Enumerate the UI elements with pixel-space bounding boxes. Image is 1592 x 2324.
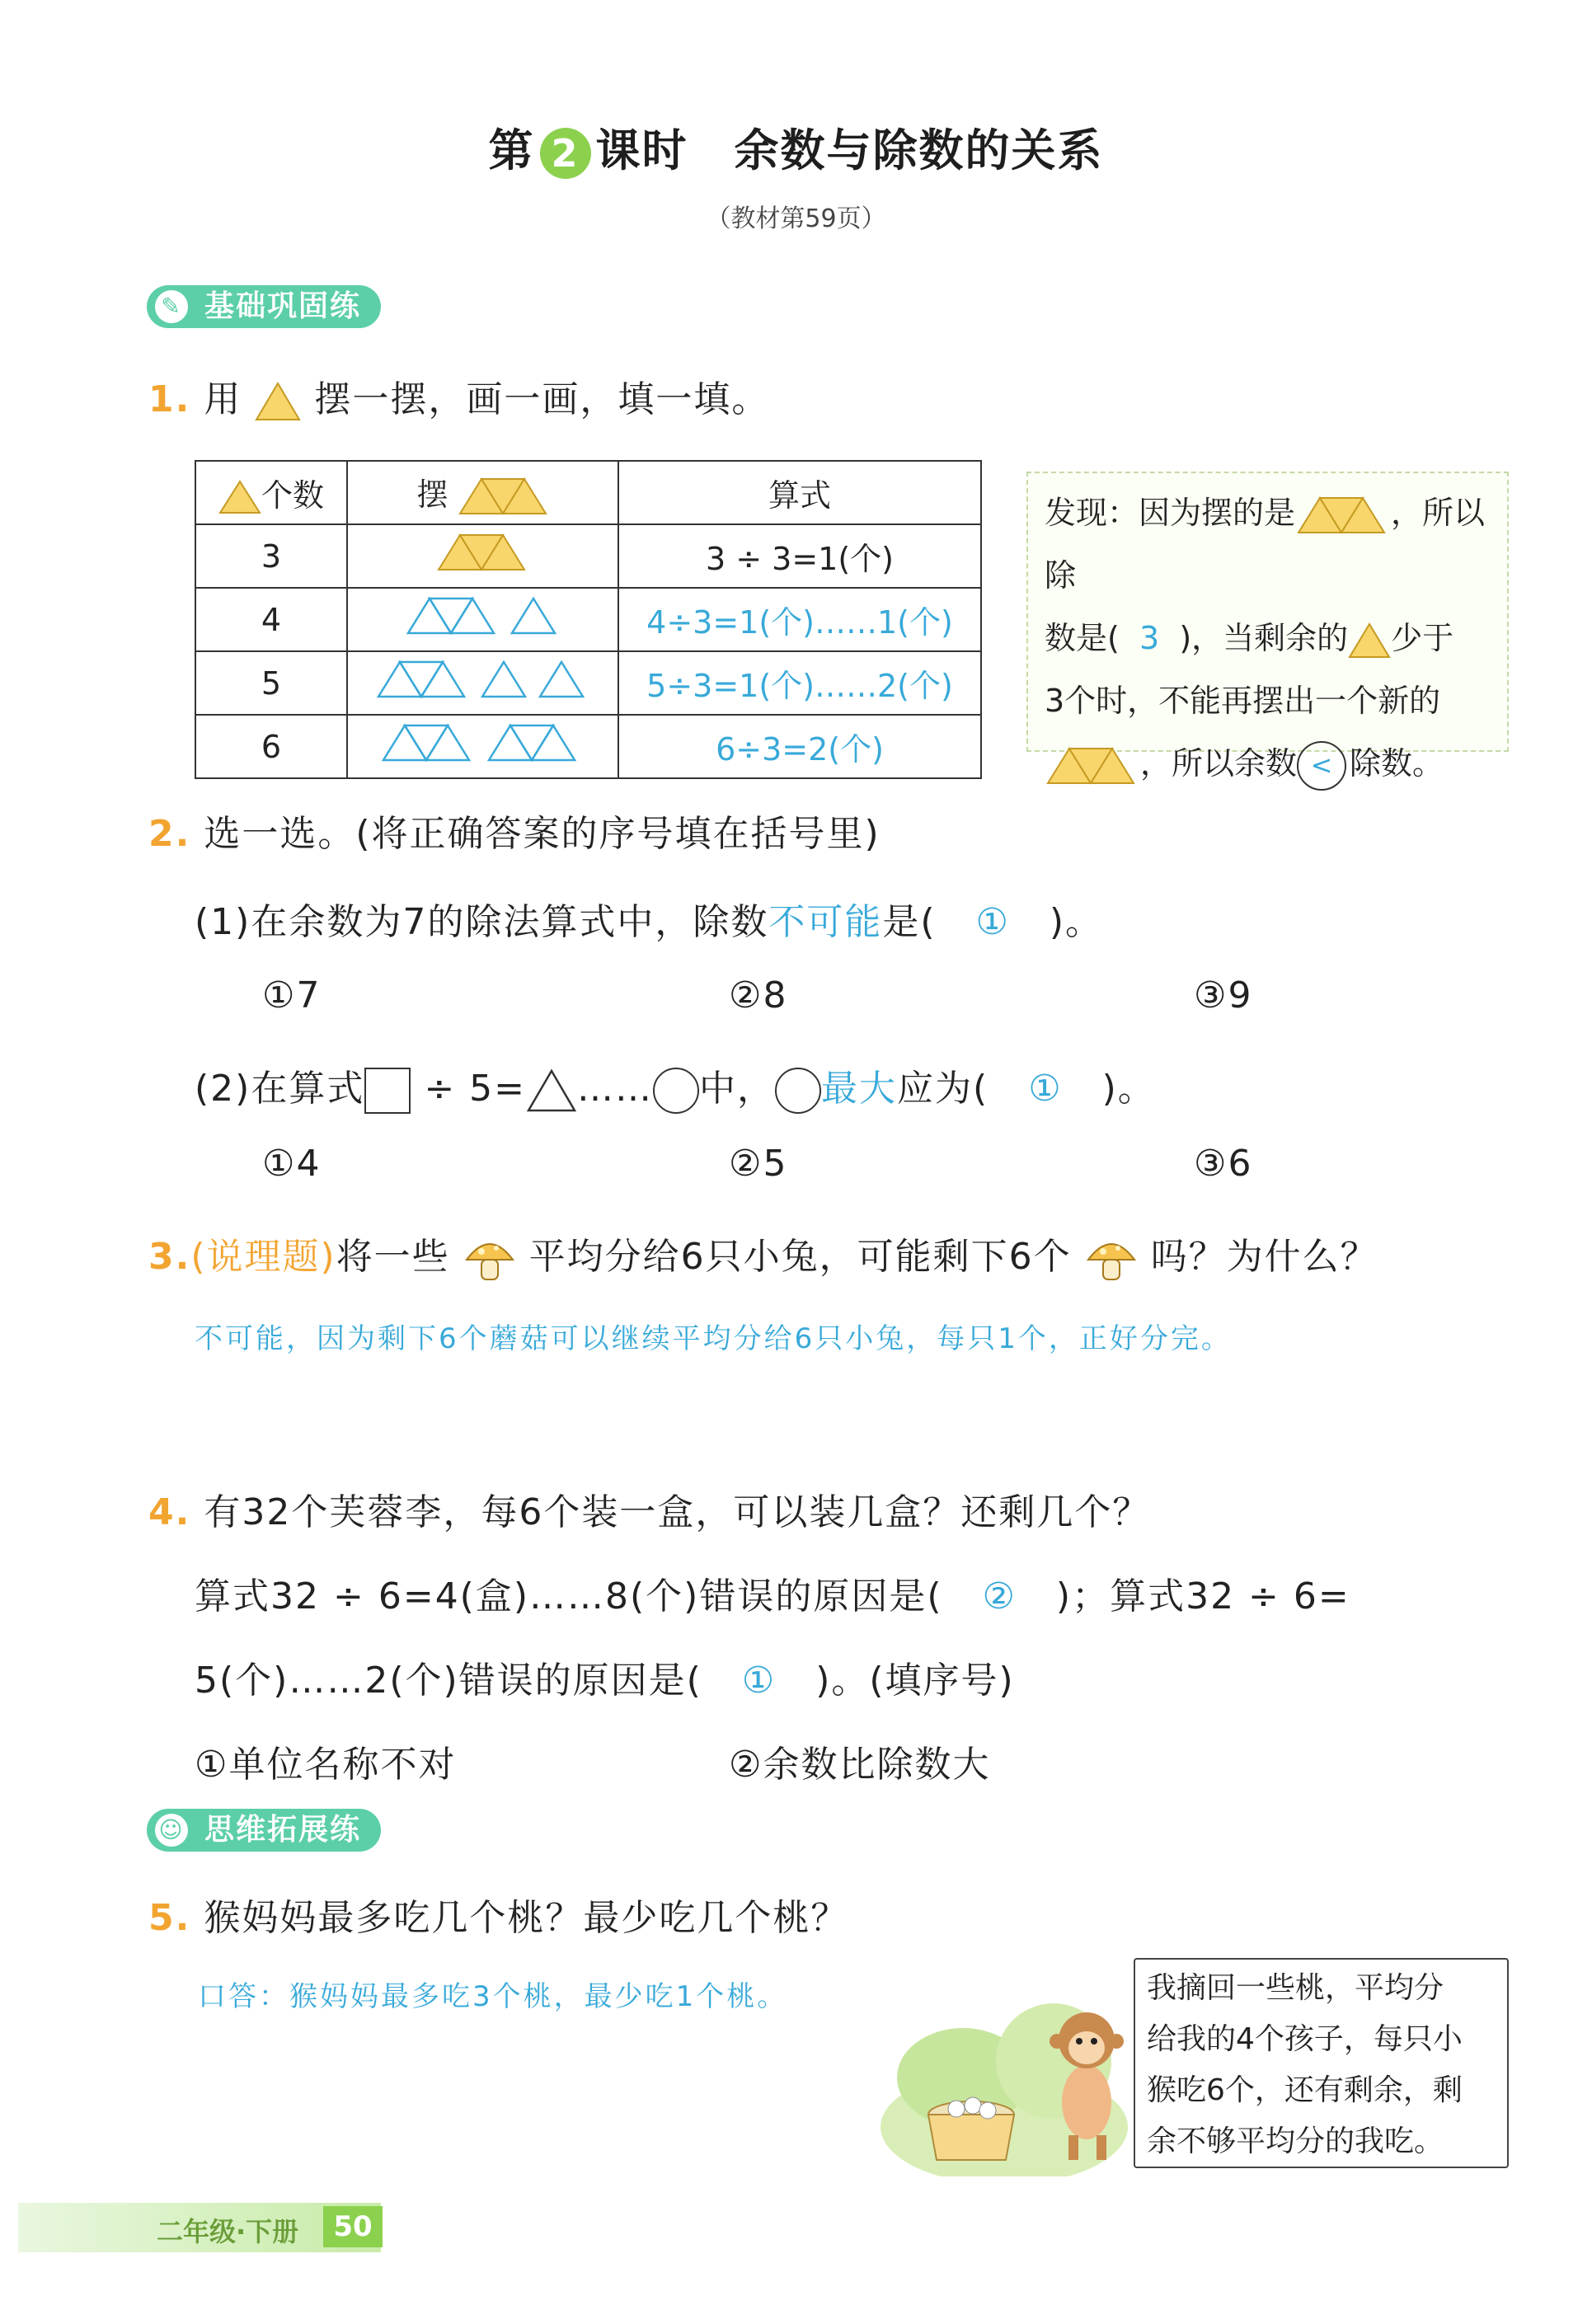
q3-answer: 不可能，因为剩下6个蘑菇可以继续平均分给6只小兔，每只1个，正好分完。 (195, 1322, 1232, 1355)
row-arrange (347, 588, 618, 651)
q2-text: 选一选。(将正确答案的序号填在括号里) (204, 813, 881, 855)
page-subtitle: （教材第59页） (706, 204, 886, 233)
q2p2-text: 中， (699, 1068, 776, 1110)
header-count-label: 个数 (261, 477, 324, 514)
row-count: 3 (195, 524, 347, 588)
q2p2-text: )。 (1101, 1068, 1156, 1110)
section-basic (147, 285, 381, 328)
q2-number: 2. (148, 813, 191, 855)
discover-answer-divisor: 3 (1139, 620, 1160, 656)
section-basic-label: 基础巩固练 (204, 289, 362, 323)
triangle-group-icon (1295, 495, 1391, 536)
table-header-row (195, 461, 981, 524)
triangle-group-icon (458, 477, 549, 516)
q4-number: 4. (148, 1491, 191, 1533)
table-row (195, 524, 981, 588)
triangle-blank (526, 1068, 577, 1113)
header-arrange (347, 461, 618, 524)
table-row (195, 715, 981, 778)
row-formula-answer: 4÷3=1(个)……1(个) (618, 588, 981, 651)
bubble-line: 我摘回一些桃，平均分 (1147, 1971, 1444, 2005)
q2-part1 (195, 892, 1103, 945)
triangle-icon (218, 479, 261, 515)
q3-text: 吗？为什么？ (1150, 1236, 1378, 1278)
q2p2-text: (2)在算式 (195, 1068, 365, 1110)
q2p1-text: 是( (882, 901, 937, 943)
bubble-line: 给我的4个孩子，每只小 (1147, 2022, 1463, 2056)
discover-line-1 (1045, 481, 1491, 607)
q2p2-text: 应为( (897, 1068, 989, 1110)
q5-prompt (148, 1888, 848, 1941)
q3-text: 平均分给6只小兔，可能剩下6个 (528, 1236, 1072, 1278)
q2p1-option: ②8 (729, 974, 788, 1016)
section-extend (147, 1809, 381, 1852)
answer-triangles-drawing (375, 659, 591, 700)
discover-text: 少于 (1391, 620, 1454, 656)
row-count: 4 (195, 588, 347, 651)
discover-text: ，所以余数 (1140, 745, 1298, 782)
title-suffix: 课时 余数与除数的关系 (595, 124, 1104, 176)
bubble-line: 余不够平均分的我吃。 (1147, 2124, 1444, 2158)
brain-icon: ☺ (155, 1814, 188, 1847)
q2p2-text: ÷ 5= (424, 1068, 527, 1110)
page-number: 50 (323, 2206, 383, 2247)
table-row (195, 588, 981, 651)
q3-number: 3. (148, 1236, 191, 1278)
discover-text: )，当剩余的 (1179, 620, 1349, 656)
discover-line-2 (1045, 607, 1491, 669)
q4-answer: ① (741, 1660, 777, 1702)
header-formula-label: 算式 (768, 477, 831, 514)
table-row (195, 651, 981, 715)
discover-text: 除数。 (1350, 745, 1444, 782)
q4-line2 (195, 1566, 1350, 1619)
q4-text: 算式32 ÷ 6=4(盒)……8(个)错误的原因是( (195, 1575, 943, 1617)
q2p2-option: ②5 (729, 1143, 788, 1185)
monkey-illustration (881, 1962, 1144, 2176)
title-prefix: 第 (488, 124, 535, 176)
footer-grade: 二年级·下册 (157, 2216, 299, 2247)
q4-text: )；算式32 ÷ 6= (1055, 1575, 1350, 1617)
header-arrange-label: 摆 (416, 476, 448, 513)
mushroom-icon (1085, 1235, 1138, 1283)
q1-prompt (148, 369, 769, 422)
q2p2-option: ③6 (1194, 1143, 1253, 1185)
q3-tag: (说理题) (190, 1236, 336, 1278)
answer-triangles-drawing (380, 722, 586, 763)
q2p1-option: ③9 (1194, 974, 1253, 1016)
basket-icon (928, 2097, 1014, 2160)
q2p1-text: )。 (1049, 901, 1104, 943)
row-arrange (347, 651, 618, 715)
discover-box (1026, 472, 1509, 782)
monkey-speech-bubble (1134, 1958, 1509, 2168)
row-formula-answer: 5÷3=1(个)……2(个) (618, 651, 981, 715)
triangle-icon (255, 381, 301, 422)
row-count: 5 (195, 651, 347, 715)
q4-text: )。(填序号) (815, 1660, 1015, 1702)
q4-prompt (148, 1482, 1150, 1535)
triangle-icon (1348, 622, 1391, 660)
header-count (195, 461, 347, 524)
row-arrange (347, 524, 618, 588)
row-formula-answer: 6÷3=2(个) (618, 715, 981, 778)
row-count: 6 (195, 715, 347, 778)
q4-option: ①单位名称不对 (195, 1744, 457, 1786)
answer-triangles-drawing (405, 595, 561, 636)
discover-line-3: 3个时，不能再摆出一个新的 (1045, 683, 1441, 719)
lesson-badge: 2 (540, 128, 591, 179)
q4-line3 (195, 1650, 1015, 1703)
q5-number: 5. (148, 1897, 191, 1939)
mushroom-icon (463, 1235, 516, 1283)
pencil-icon: ✎ (155, 290, 188, 323)
q4-answer: ② (982, 1575, 1017, 1617)
page-title (0, 115, 1592, 179)
q4-option: ②余数比除数大 (729, 1744, 991, 1786)
q2p2-text: …… (577, 1068, 654, 1110)
q5-answer: 口答：猴妈妈最多吃3个桃，最少吃1个桃。 (198, 1980, 788, 2013)
q1-text-b: 摆一摆，画一画，填一填。 (314, 378, 770, 420)
row-formula: 3 ÷ 3=1(个) (618, 524, 981, 588)
q5-text: 猴妈妈最多吃几个桃？最少吃几个桃？ (204, 1897, 849, 1939)
q1-table (195, 460, 982, 779)
circle-blank (775, 1068, 821, 1114)
q4-text: 有32个芙蓉李，每6个装一盒，可以装几盒？还剩几个？ (204, 1491, 1151, 1533)
q2-part2 (195, 1059, 1156, 1114)
q3-prompt (148, 1227, 1378, 1283)
q3-text: 将一些 (336, 1236, 450, 1278)
discover-text: ，所以除 (1045, 495, 1486, 594)
q2p2-answer: ① (1028, 1068, 1063, 1110)
discover-text: 数是( (1045, 620, 1120, 656)
triangle-group-icon (1045, 745, 1140, 786)
section-extend-label: 思维拓展练 (204, 1813, 362, 1847)
q2p1-text: (1)在余数为7的除法算式中，除数 (195, 901, 769, 943)
bubble-line: 猴吃6个，还有剩余，剩 (1147, 2073, 1463, 2107)
q1-text-a: 用 (204, 378, 242, 420)
row-arrange (347, 715, 618, 778)
discover-answer-compare: < (1297, 741, 1346, 791)
q2p1-option: ①7 (262, 974, 322, 1016)
q2p1-highlight: 不可能 (768, 901, 883, 943)
q2-prompt (148, 804, 881, 857)
q2p2-option: ①4 (262, 1143, 322, 1185)
q4-text: 5(个)……2(个)错误的原因是( (195, 1660, 702, 1702)
discover-text: 发现：因为摆的是 (1045, 495, 1296, 531)
square-blank (364, 1068, 411, 1114)
q2p2-highlight: 最大 (821, 1068, 898, 1110)
q1-number: 1. (148, 378, 191, 420)
triangle-group-icon (435, 532, 531, 573)
circle-blank (653, 1068, 699, 1114)
header-formula (618, 461, 981, 524)
q2p1-answer: ① (975, 901, 1010, 943)
discover-line-4 (1045, 732, 1491, 795)
